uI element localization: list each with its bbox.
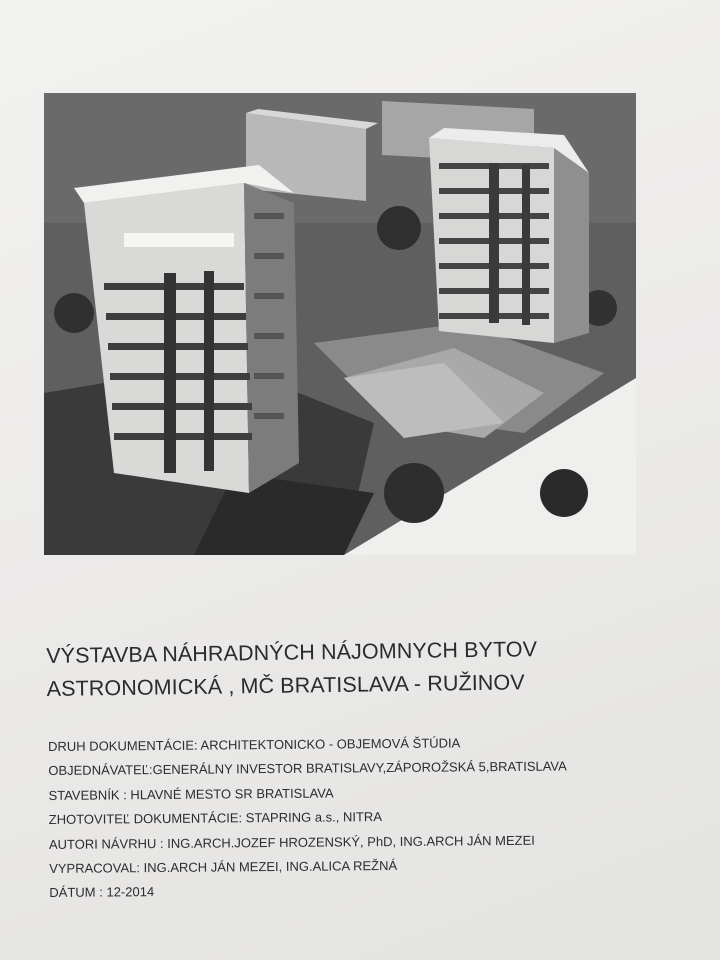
detail-date: DÁTUM : 12-2014 bbox=[49, 884, 155, 901]
detail-client: OBJEDNÁVATEĽ:GENERÁLNY INVESTOR BRATISLAVY,ZÁPOROŽSKÁ 5,BRATISLAVA bbox=[48, 758, 567, 779]
document-details bbox=[48, 729, 689, 905]
document-title bbox=[46, 631, 687, 706]
detail-contractor: ZHOTOVITEĽ DOKUMENTÁCIE: STAPRING a.s., NITRA bbox=[48, 809, 383, 828]
detail-documentation-type: DRUH DOKUMENTÁCIE: ARCHITEKTONICKO - OBJEMOVÁ ŠTÚDIA bbox=[48, 735, 461, 754]
detail-builder: STAVEBNÍK : HLAVNÉ MESTO SR BRATISLAVA bbox=[48, 785, 334, 803]
title-line-1: VÝSTAVBA NÁHRADNÝCH NÁJOMNYCH BYTOV bbox=[46, 637, 538, 668]
detail-prepared-by: VYPRACOVAL: ING.ARCH JÁN MEZEI, ING.ALICA REŽNÁ bbox=[49, 857, 398, 877]
title-line-2: ASTRONOMICKÁ , MČ BRATISLAVA - RUŽINOV bbox=[46, 670, 525, 701]
detail-authors: AUTORI NÁVRHU : ING.ARCH.JOZEF HROZENSKÝ, PhD, ING.ARCH JÁN MEZEI bbox=[48, 832, 535, 852]
building-rendering-image bbox=[44, 93, 636, 555]
